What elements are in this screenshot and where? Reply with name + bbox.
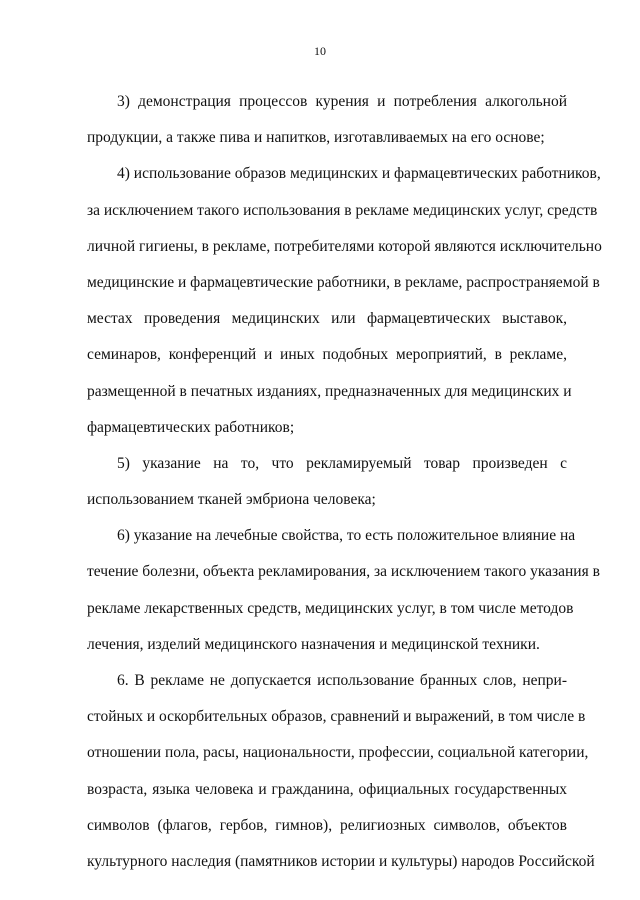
text-line: стойных и оскорбительных образов, сравнений и выражений, в том числе в	[87, 708, 586, 726]
text-line: символов (флагов, гербов, гимнов), религиозных символов, объектов	[87, 816, 567, 834]
text-line: личной гигиены, в рекламе, потребителями которой являются исключительно	[87, 237, 602, 255]
text-line: продукции, а также пива и напитков, изготавливаемых на его основе;	[87, 129, 545, 147]
list-item-4	[57, 156, 602, 446]
text-line: за исключением такого использования в рекламе медицинских услуг, средств	[87, 201, 598, 219]
list-item-6	[57, 518, 600, 663]
text-line: 3) демонстрация процессов курения и потребления алкогольной	[117, 93, 567, 110]
list-item-5	[57, 446, 567, 518]
text-line: 6. В рекламе не допускается использование бранных слов, непри-	[117, 672, 567, 689]
page-number: 10	[314, 44, 326, 58]
text-line: местах проведения медицинских или фармацевтических выставок,	[87, 310, 567, 328]
text-line: культурного наследия (памятников истории и культуры) народов Российской	[87, 852, 595, 870]
text-line: лечения, изделий медицинского назначения и медицинской техники.	[87, 635, 540, 653]
list-item-3	[57, 84, 567, 156]
text-line: семинаров, конференций и иных подобных мероприятий, в рекламе,	[87, 346, 567, 364]
document-body	[57, 84, 602, 880]
text-line: течение болезни, объекта рекламирования, за исключением такого указания в	[87, 563, 600, 581]
text-line: размещенной в печатных изданиях, предназначенных для медицинских и	[87, 382, 572, 400]
text-line: 6) указание на лечебные свойства, то есть положительное влияние на	[117, 527, 576, 545]
text-line: 5) указание на то, что рекламируемый товар произведен с	[117, 454, 567, 472]
section-paragraph-6	[57, 663, 595, 880]
text-line: фармацевтических работников;	[87, 418, 295, 436]
text-line: возраста, языка человека и гражданина, официальных государственных	[87, 780, 567, 798]
text-line: медицинские и фармацевтические работники, в рекламе, распространяемой в	[87, 273, 600, 291]
text-line: рекламе лекарственных средств, медицинских услуг, в том числе методов	[87, 599, 574, 617]
text-line: использованием тканей эмбриона человека;	[87, 491, 376, 509]
text-line: 4) использование образов медицинских и фармацевтических работников,	[117, 165, 601, 183]
text-line: отношении пола, расы, национальности, профессии, социальной категории,	[87, 744, 589, 762]
